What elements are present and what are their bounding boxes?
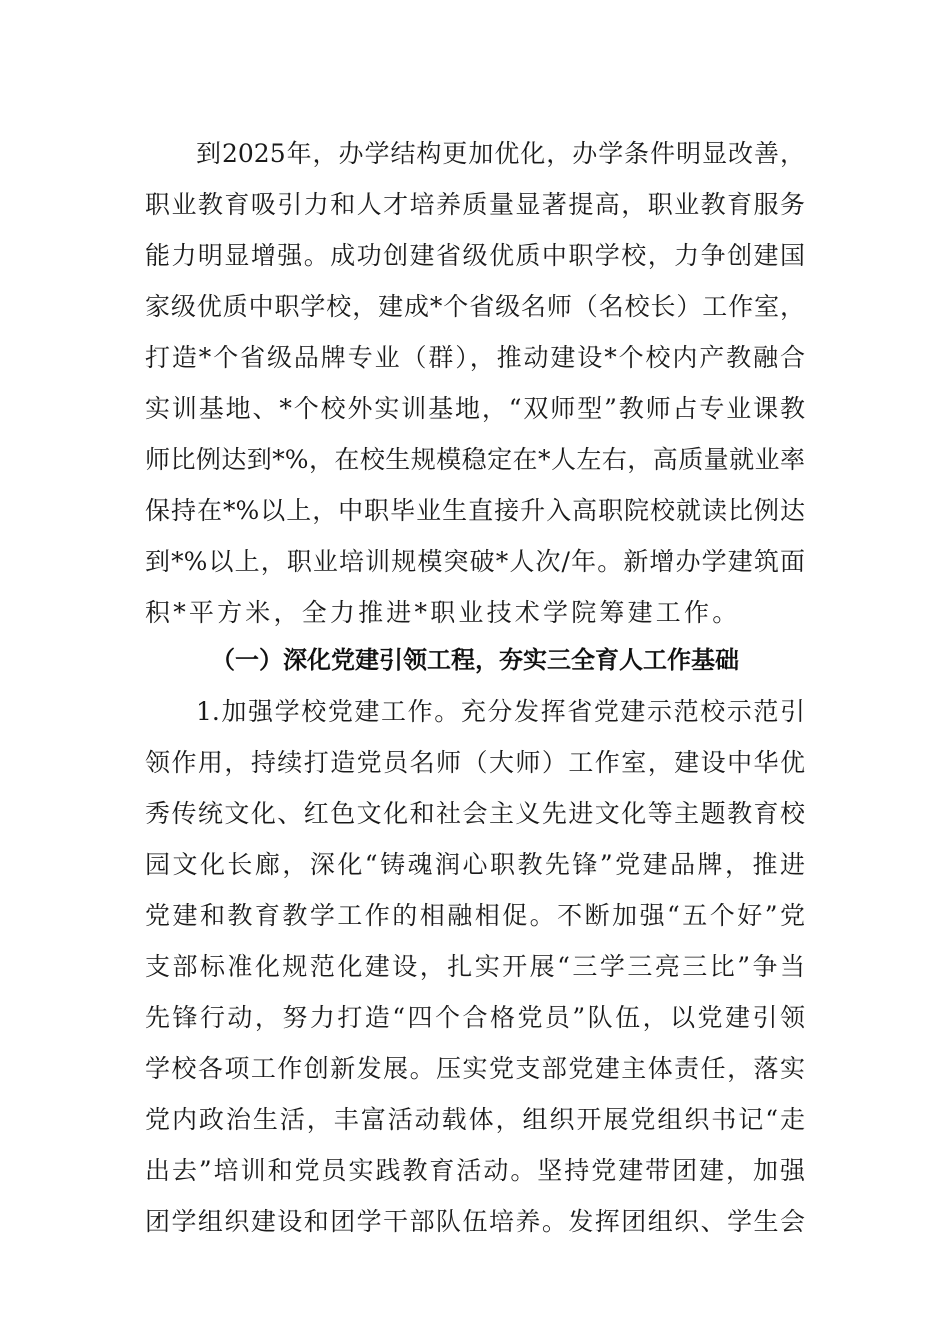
paragraph-line: 积*平方米，全力推进*职业技术学院筹建工作。	[145, 598, 741, 627]
paragraph-line: 能力明显增强。成功创建省级优质中职学校，力争创建国	[145, 241, 805, 270]
paragraph-line: 保持在*%以上，中职毕业生直接升入高职院校就读比例达	[145, 496, 805, 525]
paragraph-line: 学校各项工作创新发展。压实党支部党建主体责任，落实	[145, 1054, 805, 1083]
paragraph-line: 职业教育吸引力和人才培养质量显著提高，职业教育服务	[145, 190, 805, 219]
paragraph-line: 打造*个省级品牌专业（群），推动建设*个校内产教融合	[145, 343, 805, 372]
paragraph-line: 出去”培训和党员实践教育活动。坚持党建带团建，加强	[145, 1156, 805, 1185]
paragraph-line: 秀传统文化、红色文化和社会主义先进文化等主题教育校	[145, 799, 805, 828]
paragraph-line: 师比例达到*%，在校生规模稳定在*人左右，高质量就业率	[145, 445, 805, 474]
section-heading: （一）深化党建引领工程，夯实三全育人工作基础	[211, 646, 739, 674]
paragraph-line: 到2025年，办学结构更加优化，办学条件明显改善，	[196, 139, 805, 168]
paragraph-line: 家级优质中职学校，建成*个省级名师（名校长）工作室，	[145, 292, 805, 321]
paragraph-line: 团学组织建设和团学干部队伍培养。发挥团组织、学生会	[145, 1207, 805, 1236]
paragraph-line: 党建和教育教学工作的相融相促。不断加强“五个好”党	[145, 901, 805, 930]
paragraph-line: 到*%以上，职业培训规模突破*人次/年。新增办学建筑面	[145, 547, 805, 576]
paragraph-line: 1.加强学校党建工作。充分发挥省党建示范校示范引	[196, 697, 805, 726]
paragraph-line: 领作用，持续打造党员名师（大师）工作室，建设中华优	[145, 748, 805, 777]
paragraph-line: 园文化长廊，深化“铸魂润心职教先锋”党建品牌，推进	[145, 850, 805, 879]
paragraph-line: 实训基地、*个校外实训基地，“双师型”教师占专业课教	[145, 394, 805, 423]
paragraph-line: 支部标准化规范化建设，扎实开展“三学三亮三比”争当	[145, 952, 805, 981]
paragraph-line: 党内政治生活，丰富活动载体，组织开展党组织书记“走	[145, 1105, 805, 1134]
paragraph-line: 先锋行动，努力打造“四个合格党员”队伍，以党建引领	[145, 1003, 805, 1032]
